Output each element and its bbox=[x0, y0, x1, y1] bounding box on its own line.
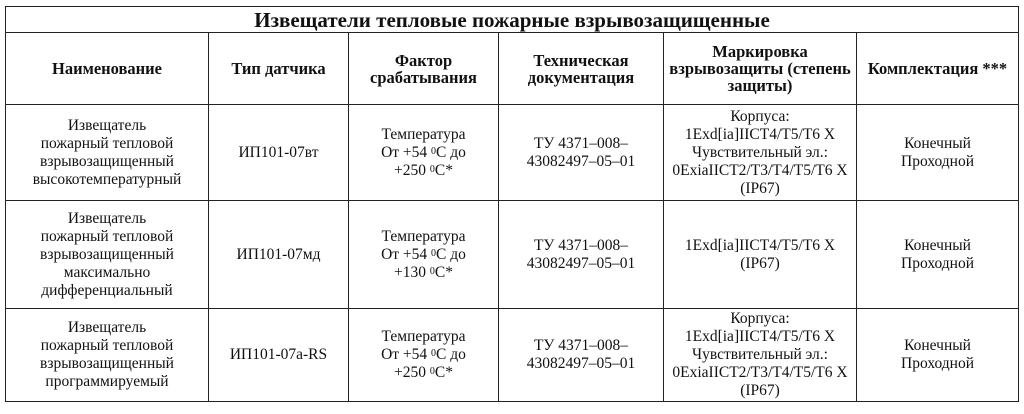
cell-trigger: Температура От +54 $^0$С до +250 $^0$С* bbox=[349, 105, 499, 201]
cell-docs: ТУ 4371–008– 43082497–05–01 bbox=[499, 309, 664, 402]
cell-kit: Конечный Проходной bbox=[857, 201, 1019, 309]
header-marking: Маркировка взрывозащиты (степень защиты) bbox=[664, 33, 857, 105]
table-row bbox=[6, 201, 1019, 309]
header-kit: Комплектация *** bbox=[857, 33, 1019, 105]
cell-trigger: Температура От +54 $^0$С до +130 $^0$С* bbox=[349, 201, 499, 309]
cell-kit: Конечный Проходной bbox=[857, 309, 1019, 402]
cell-name: Извещатель пожарный тепловой взрывозащищенный высокотемпературный bbox=[6, 105, 209, 201]
table-title: Извещатели тепловые пожарные взрывозащищенные bbox=[6, 7, 1019, 33]
detectors-table bbox=[5, 6, 1019, 402]
cell-trigger: Температура От +54 $^0$С до +250 $^0$С* bbox=[349, 309, 499, 402]
table-row bbox=[6, 105, 1019, 201]
header-trigger-factor: Фактор срабатывания bbox=[349, 33, 499, 105]
cell-docs: ТУ 4371–008– 43082497–05–01 bbox=[499, 105, 664, 201]
cell-name: Извещатель пожарный тепловой взрывозащищенный максимально дифференциальный bbox=[6, 201, 209, 309]
cell-sensor-type: ИП101-07вт bbox=[209, 105, 349, 201]
cell-sensor-type: ИП101-07мд bbox=[209, 201, 349, 309]
cell-marking: Корпуса: 1Exd[ia]IICT4/T5/T6 X Чувствительный эл.: 0ExiaIICT2/T3/T4/T5/T6 X (IP67) bbox=[664, 309, 857, 402]
header-sensor-type: Тип датчика bbox=[209, 33, 349, 105]
cell-marking: Корпуса: 1Exd[ia]IICT4/T5/T6 X Чувствительный эл.: 0ExiaIICT2/T3/T4/T5/T6 X (IP67) bbox=[664, 105, 857, 201]
detectors-table-container bbox=[5, 6, 1018, 402]
cell-marking: 1Exd[ia]IICT4/T5/T6 X (IP67) bbox=[664, 201, 857, 309]
cell-name: Извещатель пожарный тепловой взрывозащищенный программируемый bbox=[6, 309, 209, 402]
cell-docs: ТУ 4371–008– 43082497–05–01 bbox=[499, 201, 664, 309]
table-row bbox=[6, 309, 1019, 402]
header-name: Наименование bbox=[6, 33, 209, 105]
cell-sensor-type: ИП101-07а-RS bbox=[209, 309, 349, 402]
header-docs: Техническая документация bbox=[499, 33, 664, 105]
cell-kit: Конечный Проходной bbox=[857, 105, 1019, 201]
